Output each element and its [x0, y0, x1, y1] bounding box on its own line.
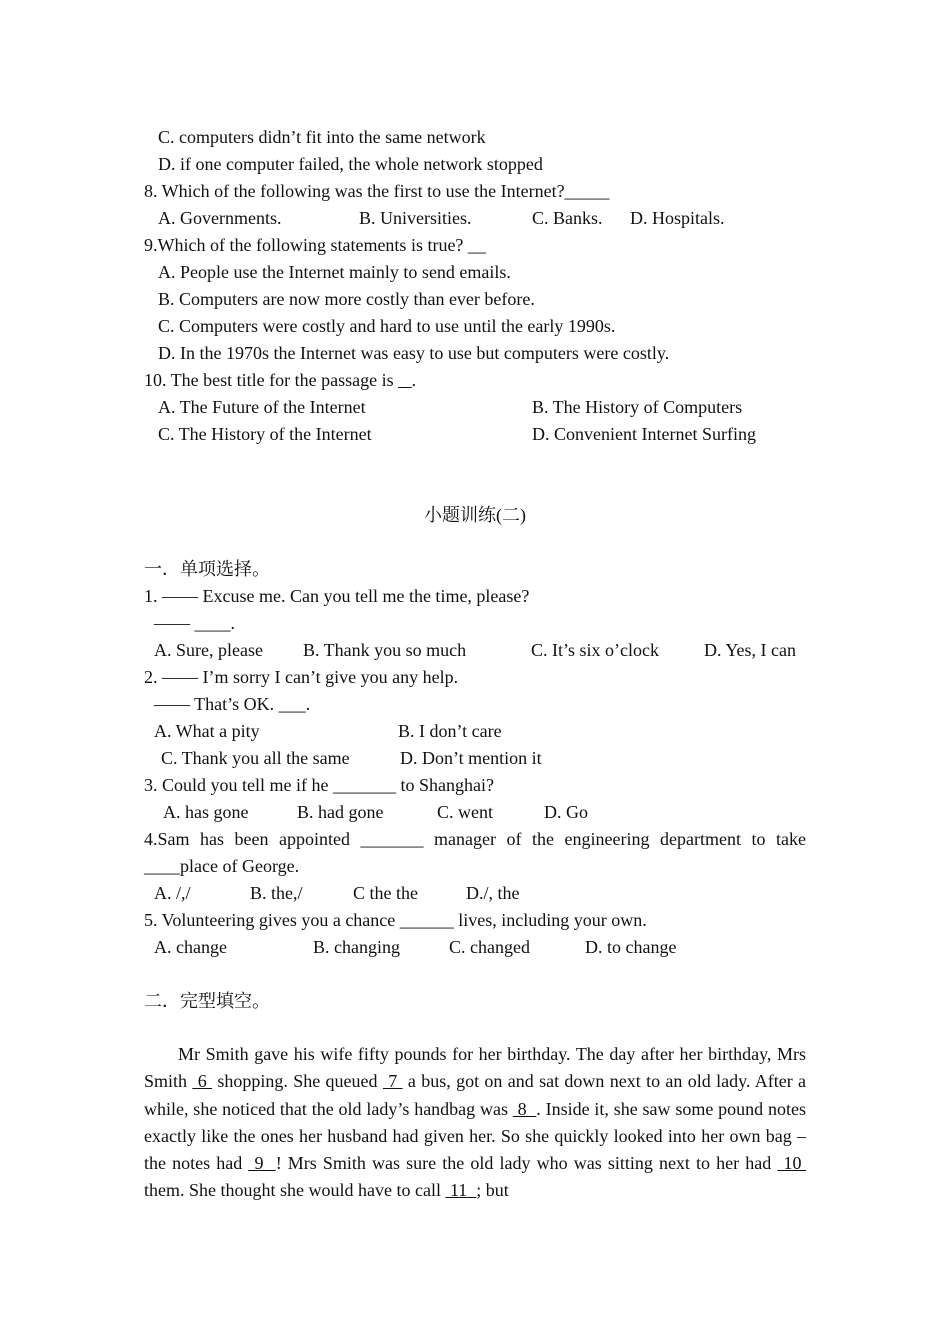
p1-q3-option-c: C. went: [437, 802, 493, 822]
q10-stem: [144, 367, 416, 394]
q7-option-d: D. if one computer failed, the whole network stopped: [158, 154, 543, 174]
passage-text-2: shopping. She queued: [212, 1071, 383, 1092]
p1-q3-stem: 3. Could you tell me if he _______ to Shanghai?: [144, 775, 494, 795]
p1-q5-option-c: C. changed: [449, 937, 530, 957]
q8-option-c: C. Banks.: [532, 208, 603, 228]
p1-q2-option-a: A. What a pity: [154, 721, 260, 741]
q10-stem-text: 10. The best title for the passage is: [144, 370, 399, 390]
q9-option-d: D. In the 1970s the Internet was easy to use but computers were costly.: [158, 343, 670, 363]
blank-6: 6: [192, 1071, 213, 1092]
p1-q5-option-a: A. change: [154, 937, 227, 957]
p1-q4-option-b: B. the,/: [250, 883, 303, 903]
p1-q2-option-d: D. Don’t mention it: [400, 748, 542, 768]
p1-q3-option-b: B. had gone: [297, 802, 384, 822]
passage-text-7: ; but: [476, 1180, 509, 1201]
p1-q4-option-d: D./, the: [466, 883, 520, 903]
q9-option-b: B. Computers are now more costly than ever before.: [158, 289, 535, 309]
q10-option-a: A. The Future of the Internet: [158, 397, 366, 417]
q7-option-c: C. computers didn’t fit into the same network: [158, 127, 486, 147]
cloze-passage: [144, 1041, 806, 1205]
part1-heading: 一．单项选择。: [144, 559, 270, 579]
q8-option-b: B. Universities.: [359, 208, 472, 228]
p1-q1-reply: —— ____.: [154, 613, 235, 633]
blank-7: 7: [382, 1071, 403, 1092]
blank-8: 8: [512, 1098, 537, 1119]
p1-q1-option-d: D. Yes, I can: [704, 640, 796, 660]
p1-q2-option-b: B. I don’t care: [398, 721, 502, 741]
passage-text-1: Mr Smith gave his wife fifty pounds for her birthday. The day after her birthday, Mrs Smith: [144, 1044, 806, 1092]
p1-q2-stem: 2. —— I’m sorry I can’t give you any help.: [144, 667, 459, 687]
blank-10: 10: [777, 1153, 806, 1174]
p1-q1-option-a: A. Sure, please: [154, 640, 263, 660]
p1-q4-stem-line1: 4.Sam has been appointed _______ manager of the engineering department to take: [144, 829, 806, 849]
q10-stem-end: .: [411, 370, 417, 390]
q10-option-b: B. The History of Computers: [532, 397, 743, 417]
p1-q1-stem: 1. —— Excuse me. Can you tell me the time, please?: [144, 586, 530, 606]
part2-heading: 二．完型填空。: [144, 991, 270, 1011]
passage-text-6: them. She thought she would have to call: [144, 1180, 446, 1201]
passage-text-5: ! Mrs Smith was sure the old lady who was sitting next to her had: [275, 1153, 778, 1174]
q10-option-d: D. Convenient Internet Surfing: [532, 424, 756, 444]
blank-9: 9: [248, 1153, 276, 1174]
passage-text-3: a bus, got on and sat down next to an old lady. After a while, she noticed that the old lady’s handbag was: [144, 1071, 807, 1119]
p1-q5-option-d: D. to change: [585, 937, 677, 957]
section-title: 小题训练(二): [424, 505, 526, 525]
q8-option-d: D. Hospitals.: [630, 208, 725, 228]
p1-q2-reply: —— That’s OK. ___.: [154, 694, 311, 714]
p1-q4-option-a: A. /,/: [154, 883, 191, 903]
q8-stem: 8. Which of the following was the first to use the Internet?_____: [144, 181, 610, 201]
p1-q1-option-c: C. It’s six o’clock: [531, 640, 659, 660]
q8-option-a: A. Governments.: [158, 208, 282, 228]
q9-option-a: A. People use the Internet mainly to send emails.: [158, 262, 511, 282]
passage-text-4: . Inside it, she saw some pound notes exactly like the ones her husband had given her. So she quickly looked into her own bag – the notes had: [144, 1098, 807, 1174]
p1-q5-stem: 5. Volunteering gives you a chance ______ lives, including your own.: [144, 910, 647, 930]
blank-11: 11: [445, 1180, 477, 1201]
q9-option-c: C. Computers were costly and hard to use until the early 1990s.: [158, 316, 616, 336]
p1-q4-option-c: C the the: [353, 883, 418, 903]
p1-q2-option-c: C. Thank you all the same: [161, 748, 350, 768]
p1-q4-stem-line2: ____place of George.: [144, 856, 300, 876]
q9-stem: 9.Which of the following statements is true? __: [144, 235, 486, 255]
p1-q5-option-b: B. changing: [313, 937, 400, 957]
p1-q1-option-b: B. Thank you so much: [303, 640, 467, 660]
p1-q3-option-a: A. has gone: [163, 802, 249, 822]
q10-option-c: C. The History of the Internet: [158, 424, 372, 444]
q10-blank: [398, 370, 412, 390]
p1-q3-option-d: D. Go: [544, 802, 588, 822]
